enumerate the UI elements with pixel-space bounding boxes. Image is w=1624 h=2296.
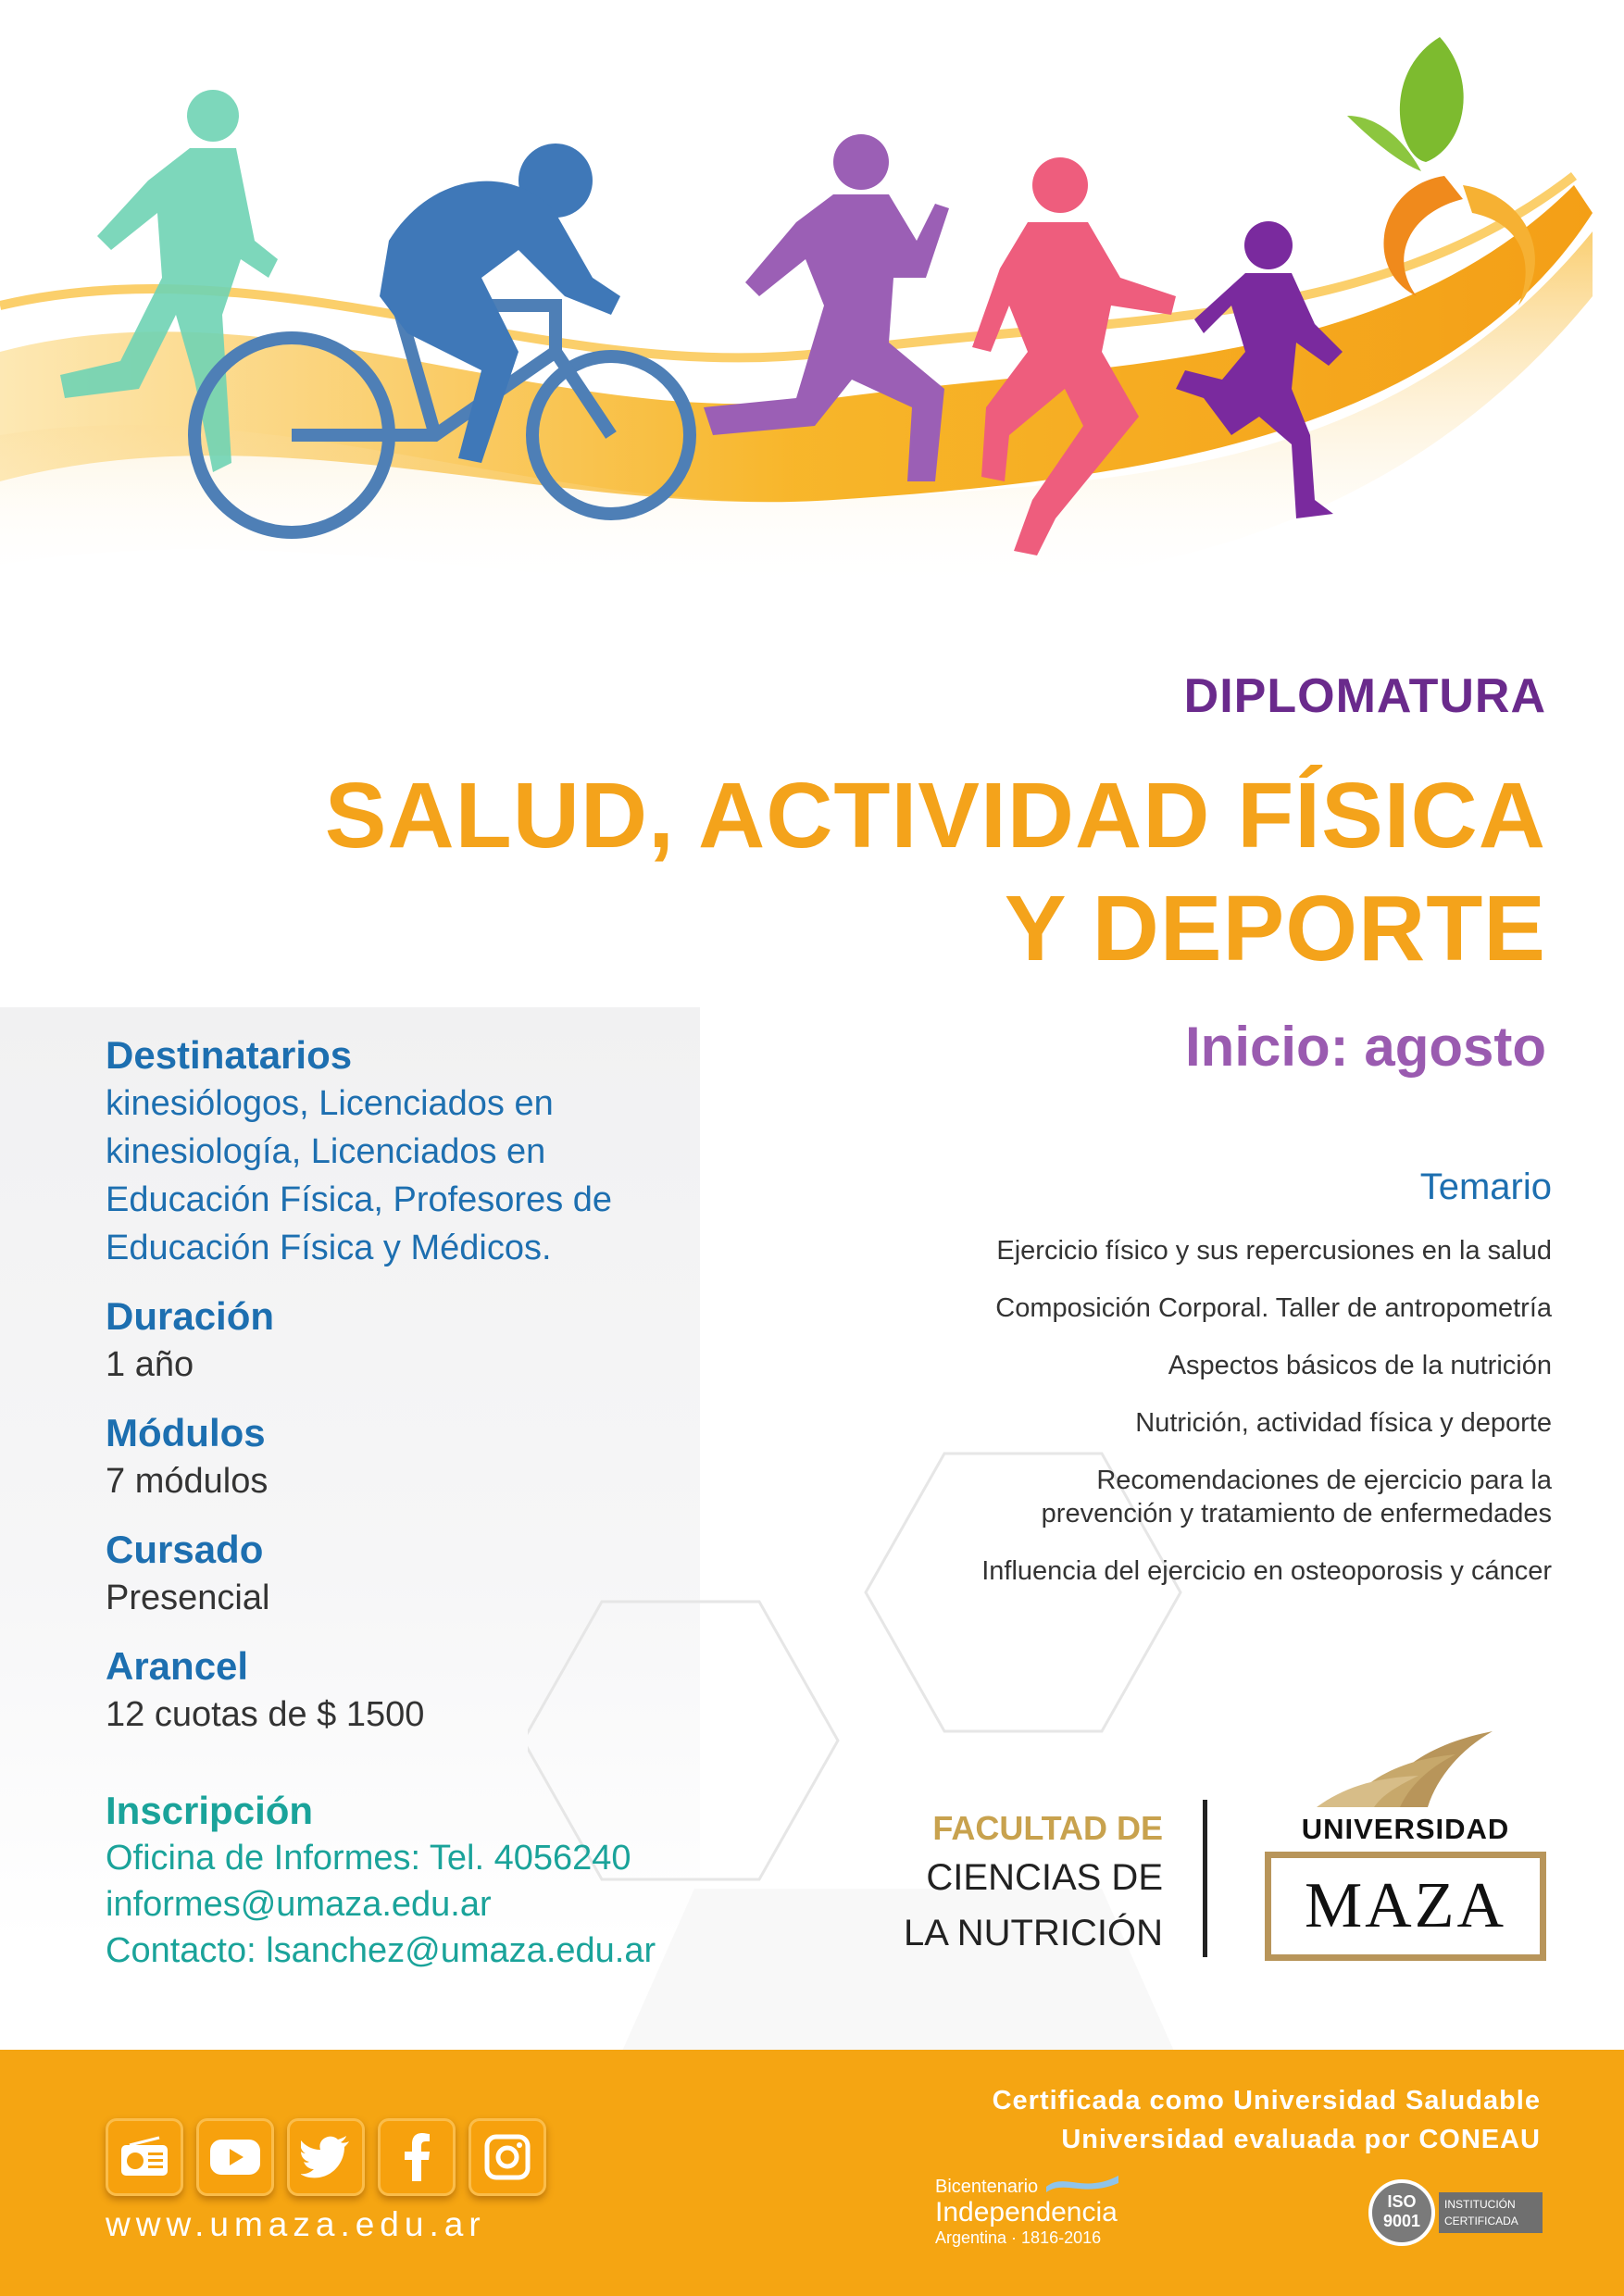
modulos-value: 7 módulos <box>106 1462 269 1501</box>
bicentenario-logo <box>935 2176 1118 2248</box>
page-title <box>46 759 1546 985</box>
arancel-value: 12 cuotas de $ 1500 <box>106 1695 425 1734</box>
instagram-icon[interactable] <box>468 2118 546 2196</box>
radio-icon[interactable] <box>106 2118 183 2196</box>
university-name: MAZA <box>1304 1870 1507 1941</box>
temario-item: Ejercicio físico y sus repercusiones en la salud <box>996 1236 1552 1266</box>
inscripcion-contact-link[interactable]: Contacto: lsanchez@umaza.edu.ar <box>106 1931 656 1970</box>
inscripcion-phone: Oficina de Informes: Tel. 4056240 <box>106 1839 631 1878</box>
cursado-label: Cursado <box>106 1528 264 1571</box>
iso-badge-icon: ISO 9001 <box>1368 2179 1435 2246</box>
athletes-silhouettes <box>0 0 1624 704</box>
temario-item: Composición Corporal. Taller de antropometría <box>995 1293 1552 1323</box>
iso-tag: INSTITUCIÓN CERTIFICADA <box>1439 2192 1543 2233</box>
duracion-value: 1 año <box>106 1345 194 1384</box>
cert-line-1: Certificada como Universidad Saludable <box>992 2086 1541 2115</box>
destinatarios-block <box>106 1031 698 1272</box>
destinatarios-line: Educación Física y Médicos. <box>106 1229 552 1267</box>
destinatarios-line: kinesiología, Licenciados en <box>106 1132 546 1171</box>
bicentenario-line-3: Argentina · 1816-2016 <box>935 2228 1102 2247</box>
bicentenario-line-1: Bicentenario <box>935 2177 1039 2197</box>
destinatarios-label: Destinatarios <box>106 1033 353 1077</box>
title-line-1: SALUD, ACTIVIDAD FÍSICA <box>324 764 1546 867</box>
inscripcion-email-link[interactable]: informes@umaza.edu.ar <box>106 1885 492 1924</box>
faculty-line-2: CIENCIAS DE <box>926 1857 1163 1898</box>
duracion-label: Duración <box>106 1294 275 1338</box>
course-type: DIPLOMATURA <box>1183 669 1546 723</box>
faculty-line-1: FACULTAD DE <box>932 1809 1163 1847</box>
program-details <box>106 1031 698 1759</box>
arancel-label: Arancel <box>106 1644 249 1688</box>
university-word: UNIVERSIDAD <box>1301 1813 1510 1845</box>
temario-item: Nutrición, actividad física y deporte <box>1135 1408 1552 1438</box>
hero-illustration <box>0 0 1624 704</box>
destinatarios-line: Educación Física, Profesores de <box>106 1180 613 1219</box>
flag-ribbon-icon <box>1046 2170 1120 2194</box>
cert-line-2: Universidad evaluada por CONEAU <box>1061 2125 1541 2154</box>
twitter-icon[interactable] <box>287 2118 365 2196</box>
temario-item: Recomendaciones de ejercicio para la <box>1096 1466 1552 1495</box>
temario-list <box>737 1167 1552 1612</box>
modulos-label: Módulos <box>106 1411 266 1454</box>
bicentenario-line-2: Independencia <box>935 2197 1118 2227</box>
university-name-box <box>1265 1852 1546 1961</box>
duracion-block <box>106 1292 698 1389</box>
title-line-2: Y DEPORTE <box>1004 877 1546 980</box>
faculty-name <box>833 1807 1163 1961</box>
inscripcion-block <box>106 1787 656 1974</box>
university-logo <box>1261 1722 1550 1965</box>
destinatarios-line: kinesiólogos, Licenciados en <box>106 1084 554 1123</box>
inscripcion-label: Inscripción <box>106 1789 314 1832</box>
iso-certification <box>1368 2179 1543 2246</box>
website-link[interactable]: www.umaza.edu.ar <box>106 2205 486 2243</box>
arch-logo-icon <box>1261 1722 1550 1815</box>
temario-label: Temario <box>1419 1167 1552 1207</box>
divider <box>1203 1800 1207 1957</box>
youtube-icon[interactable] <box>196 2118 274 2196</box>
certifications <box>993 2081 1541 2159</box>
faculty-line-3: LA NUTRICIÓN <box>903 1913 1163 1953</box>
temario-item: prevención y tratamiento de enfermedades <box>1041 1499 1552 1529</box>
social-icons <box>106 2118 559 2196</box>
facebook-icon[interactable] <box>378 2118 456 2196</box>
cursado-value: Presencial <box>106 1578 270 1617</box>
cursado-block <box>106 1526 698 1622</box>
modulos-block <box>106 1409 698 1505</box>
arancel-block <box>106 1642 698 1739</box>
start-date: Inicio: agosto <box>1185 1016 1546 1078</box>
temario-item: Influencia del ejercicio en osteoporosis y cáncer <box>981 1556 1552 1586</box>
temario-item: Aspectos básicos de la nutrición <box>1168 1351 1552 1380</box>
